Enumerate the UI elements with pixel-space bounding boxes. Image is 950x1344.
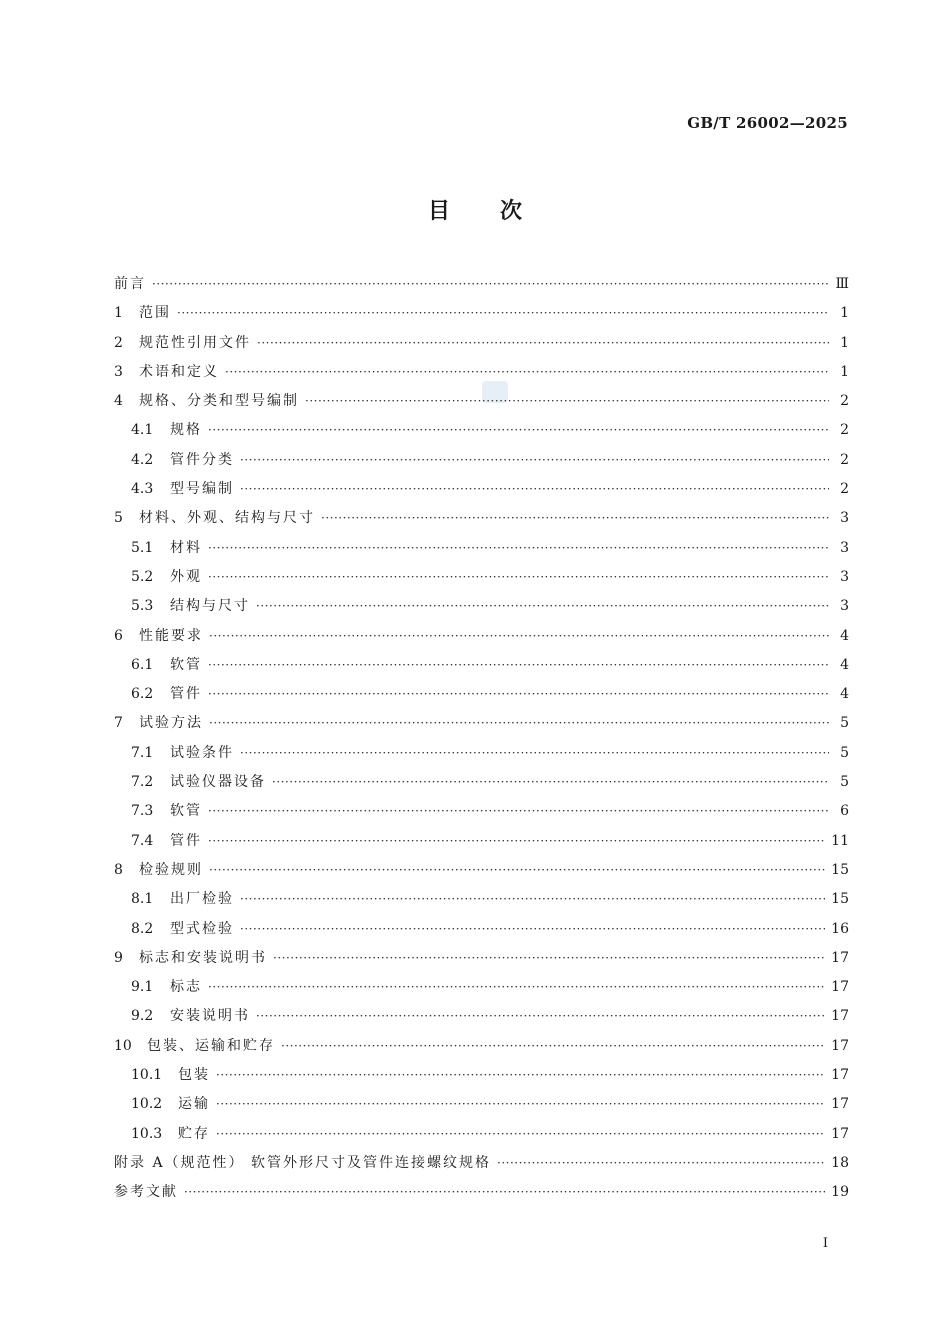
- toc-entry-page: 4: [840, 656, 849, 673]
- toc-entry[interactable]: [114, 446, 849, 475]
- toc-entry-number: 10: [114, 1037, 132, 1054]
- toc-entry[interactable]: [114, 709, 849, 738]
- dot-leader: [208, 973, 825, 1002]
- toc-entry[interactable]: [114, 1178, 849, 1207]
- toc-entry-page: 2: [840, 393, 849, 410]
- toc-entry[interactable]: [114, 651, 849, 680]
- toc-entry-number: 1: [114, 305, 123, 322]
- toc-entry-label: 试验仪器设备: [170, 774, 266, 791]
- toc-entry-label: 软管: [170, 803, 202, 820]
- toc-entry-label: 材料、外观、结构与尺寸: [139, 510, 315, 527]
- toc-entry-label: 出厂检验: [170, 891, 234, 908]
- dot-leader: [281, 1032, 825, 1061]
- toc-entry-page: 17: [831, 979, 849, 996]
- toc-entry[interactable]: [114, 1061, 849, 1090]
- toc-entry-page: 1: [840, 334, 849, 351]
- dot-leader: [225, 358, 829, 387]
- dot-leader: [184, 1178, 825, 1207]
- toc-entry-number: 7.2: [131, 774, 154, 791]
- toc-entry-label: 前言: [114, 276, 146, 292]
- dot-leader: [272, 768, 829, 797]
- toc-entry[interactable]: [114, 797, 849, 826]
- dot-leader: [305, 387, 829, 416]
- toc-entry-label: 型号编制: [170, 481, 234, 498]
- toc-entry-page: 5: [840, 774, 849, 791]
- toc-entry-label: 参考文献: [114, 1184, 178, 1201]
- toc-entry-label: 型式检验: [170, 920, 234, 937]
- toc-entry-page: 2: [840, 422, 849, 439]
- toc-entry-label: 运输: [178, 1096, 210, 1113]
- toc-entry-number: 7.3: [131, 803, 154, 820]
- dot-leader: [256, 592, 829, 621]
- toc-entry-label: 规范性引用文件: [139, 334, 251, 351]
- toc-entry-label: 试验条件: [170, 744, 234, 761]
- toc-entry-page: 17: [831, 1067, 849, 1084]
- toc-entry-page: 3: [840, 539, 849, 556]
- toc-entry-label: 附录 A（规范性） 软管外形尺寸及管件连接螺纹规格: [114, 1154, 492, 1171]
- dot-leader: [209, 709, 829, 738]
- toc-entry-page: 4: [840, 686, 849, 703]
- toc-entry[interactable]: [114, 973, 849, 1002]
- toc-entry-number: 5: [114, 510, 123, 527]
- toc-entry-label: 外观: [170, 568, 202, 585]
- toc-entry-page: 2: [840, 451, 849, 468]
- toc-entry-label: 管件: [170, 832, 202, 849]
- toc-entry-page: 11: [831, 832, 849, 849]
- toc-entry[interactable]: [114, 329, 849, 358]
- dot-leader: [152, 270, 829, 299]
- toc-entry-number: 9.1: [131, 979, 154, 996]
- toc-entry-number: 5.3: [131, 598, 154, 615]
- toc-entry-page: 5: [840, 744, 849, 761]
- toc-entry-label: 包装、运输和贮存: [147, 1037, 275, 1054]
- toc-entry-number: 4.2: [131, 451, 154, 468]
- toc-entry-page: 15: [831, 891, 849, 908]
- toc-entry[interactable]: [114, 1090, 849, 1119]
- dot-leader: [208, 651, 829, 680]
- toc-entry-number: 6.2: [131, 686, 154, 703]
- dot-leader: [321, 504, 829, 533]
- toc-entry-number: 4.1: [131, 422, 154, 439]
- dot-leader: [177, 299, 829, 328]
- toc-entry-label: 包装: [178, 1067, 210, 1084]
- toc-entry[interactable]: [114, 827, 849, 856]
- dot-leader: [240, 885, 825, 914]
- toc-entry-number: 8.2: [131, 920, 154, 937]
- toc-entry-page: 15: [831, 861, 849, 878]
- toc-entry[interactable]: [114, 680, 849, 709]
- dot-leader: [209, 622, 829, 651]
- toc-entry-number: 3: [114, 363, 123, 380]
- toc-entry-label: 安装说明书: [170, 1008, 250, 1025]
- toc-entry-number: 10.3: [131, 1125, 163, 1142]
- toc-entry[interactable]: [114, 592, 849, 621]
- toc-entry[interactable]: [114, 416, 849, 445]
- toc-entry-page: 17: [831, 1125, 849, 1142]
- toc-entry-page: 1: [840, 305, 849, 322]
- toc-entry[interactable]: [114, 885, 849, 914]
- toc-entry-number: 8: [114, 861, 123, 878]
- toc-entry[interactable]: [114, 915, 849, 944]
- dot-leader: [240, 446, 829, 475]
- dot-leader: [256, 1002, 825, 1031]
- toc-entry[interactable]: [114, 768, 849, 797]
- toc-entry-page: 17: [831, 1096, 849, 1113]
- dot-leader: [208, 797, 829, 826]
- toc-entry[interactable]: [114, 475, 849, 504]
- toc-entry[interactable]: [114, 944, 849, 973]
- toc-entry[interactable]: [114, 387, 849, 416]
- toc-entry[interactable]: [114, 504, 849, 533]
- toc-entry-page: 3: [840, 510, 849, 527]
- toc-entry-number: 8.1: [131, 891, 154, 908]
- toc-entry-number: 7.4: [131, 832, 154, 849]
- dot-leader: [208, 827, 825, 856]
- toc-entry-number: 6: [114, 627, 123, 644]
- toc-entry[interactable]: [114, 1002, 849, 1031]
- toc-entry-label: 范围: [139, 305, 171, 322]
- toc-entry-page: 3: [840, 568, 849, 585]
- toc-entry-number: 5.1: [131, 539, 154, 556]
- toc-entry-label: 检验规则: [139, 861, 203, 878]
- toc-entry-label: 材料: [170, 539, 202, 556]
- toc-entry-number: 7.1: [131, 744, 154, 761]
- toc-entry[interactable]: [114, 1120, 849, 1149]
- dot-leader: [257, 329, 829, 358]
- table-of-contents: [114, 270, 849, 1208]
- toc-entry-number: 9.2: [131, 1008, 154, 1025]
- toc-entry-number: 4.3: [131, 481, 154, 498]
- toc-entry-number: 7: [114, 715, 123, 732]
- dot-leader: [240, 915, 825, 944]
- dot-leader: [216, 1061, 825, 1090]
- dot-leader: [208, 416, 829, 445]
- toc-entry-page: 18: [831, 1154, 849, 1171]
- toc-entry-page: 6: [840, 803, 849, 820]
- toc-entry-label: 规格、分类和型号编制: [139, 393, 299, 410]
- toc-entry-label: 试验方法: [139, 715, 203, 732]
- dot-leader: [497, 1149, 825, 1178]
- dot-leader: [240, 475, 829, 504]
- toc-entry-page: 5: [840, 715, 849, 732]
- toc-entry-page: 4: [840, 627, 849, 644]
- standard-code: GB/T 26002—2025: [687, 114, 848, 132]
- toc-entry-page: 19: [831, 1184, 849, 1201]
- page-number: I: [822, 1236, 828, 1251]
- toc-entry-page: 16: [831, 920, 849, 937]
- toc-entry-label: 管件分类: [170, 451, 234, 468]
- toc-entry-page: 2: [840, 481, 849, 498]
- toc-entry-number: 10.2: [131, 1096, 163, 1113]
- toc-entry[interactable]: [114, 299, 849, 328]
- toc-entry-label: 贮存: [178, 1125, 210, 1142]
- title-char-2: 次: [500, 199, 523, 224]
- toc-entry-number: 2: [114, 334, 123, 351]
- toc-entry-number: 10.1: [131, 1067, 163, 1084]
- toc-entry-label: 标志和安装说明书: [139, 949, 267, 966]
- toc-entry-page: 17: [831, 949, 849, 966]
- toc-entry[interactable]: [114, 622, 849, 651]
- toc-entry-label: 术语和定义: [139, 363, 219, 380]
- toc-entry-page: 17: [831, 1008, 849, 1025]
- dot-leader: [216, 1090, 825, 1119]
- toc-entry-label: 性能要求: [139, 627, 203, 644]
- toc-entry-page: 3: [840, 598, 849, 615]
- toc-entry-label: 规格: [170, 422, 202, 439]
- page-title: [0, 194, 950, 225]
- toc-entry-label: 标志: [170, 979, 202, 996]
- toc-entry-number: 9: [114, 949, 123, 966]
- toc-entry-label: 软管: [170, 656, 202, 673]
- dot-leader: [208, 680, 829, 709]
- dot-leader: [208, 563, 829, 592]
- toc-entry[interactable]: [114, 563, 849, 592]
- toc-entry-number: 6.1: [131, 656, 154, 673]
- toc-entry-page: Ⅲ: [835, 276, 849, 292]
- toc-entry-number: 4: [114, 393, 123, 410]
- dot-leader: [240, 739, 829, 768]
- dot-leader: [216, 1120, 825, 1149]
- toc-entry[interactable]: [114, 1149, 849, 1178]
- toc-entry-page: 1: [840, 363, 849, 380]
- toc-entry-label: 结构与尺寸: [170, 598, 250, 615]
- toc-entry[interactable]: [114, 270, 849, 299]
- toc-entry-label: 管件: [170, 686, 202, 703]
- toc-entry[interactable]: [114, 1032, 849, 1061]
- toc-entry[interactable]: [114, 358, 849, 387]
- title-char-1: 目: [427, 199, 450, 224]
- toc-entry[interactable]: [114, 534, 849, 563]
- dot-leader: [209, 856, 825, 885]
- toc-entry-number: 5.2: [131, 568, 154, 585]
- dot-leader: [273, 944, 825, 973]
- toc-entry-page: 17: [831, 1037, 849, 1054]
- dot-leader: [208, 534, 829, 563]
- toc-entry[interactable]: [114, 856, 849, 885]
- toc-entry[interactable]: [114, 739, 849, 768]
